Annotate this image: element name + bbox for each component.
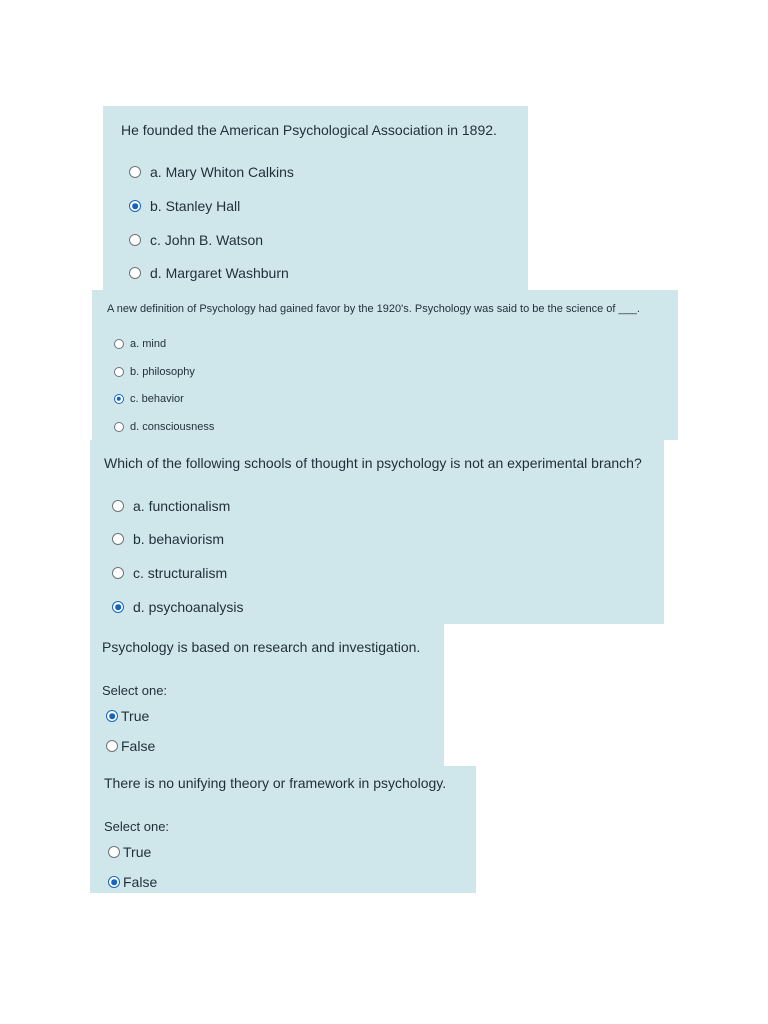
option-label: b. philosophy [130, 366, 195, 378]
option-c[interactable] [114, 393, 184, 405]
radio-icon[interactable] [112, 500, 124, 512]
question-text: Which of the following schools of thought in psychology is not an experimental branch? [104, 455, 642, 471]
radio-icon[interactable] [108, 876, 120, 888]
question-text: A new definition of Psychology had gained favor by the 1920's. Psychology was said to be the science of ___. [107, 303, 640, 315]
option-label: a. Mary Whiton Calkins [150, 164, 294, 180]
question-card-2 [92, 290, 678, 440]
question-card-5 [90, 766, 476, 893]
option-label: b. Stanley Hall [150, 198, 241, 214]
radio-icon[interactable] [112, 533, 124, 545]
select-one-prompt: Select one: [104, 819, 170, 834]
question-card-4 [90, 624, 444, 766]
radio-icon[interactable] [114, 339, 124, 349]
option-b[interactable] [112, 531, 224, 547]
option-d[interactable] [112, 599, 244, 615]
option-a[interactable] [114, 338, 166, 350]
question-text: He founded the American Psychological Association in 1892. [121, 122, 497, 138]
radio-icon[interactable] [129, 234, 141, 246]
option-label: True [123, 844, 152, 860]
radio-icon[interactable] [108, 846, 120, 858]
option-label: c. structuralism [133, 565, 228, 581]
radio-icon[interactable] [129, 166, 141, 178]
option-true[interactable] [106, 708, 149, 724]
option-label: False [123, 874, 158, 890]
radio-icon[interactable] [114, 394, 124, 404]
option-label: True [121, 708, 150, 724]
question-text: Psychology is based on research and investigation. [102, 639, 421, 655]
option-label: False [121, 738, 156, 754]
radio-icon[interactable] [114, 422, 124, 432]
option-true[interactable] [108, 844, 151, 860]
radio-icon[interactable] [114, 367, 124, 377]
option-a[interactable] [112, 498, 230, 514]
option-d[interactable] [114, 421, 214, 433]
radio-icon[interactable] [129, 267, 141, 279]
option-label: d. consciousness [130, 421, 215, 433]
option-d[interactable] [129, 265, 289, 281]
option-false[interactable] [106, 738, 155, 754]
option-label: a. mind [130, 338, 167, 350]
option-label: c. John B. Watson [150, 232, 264, 248]
radio-icon[interactable] [106, 740, 118, 752]
option-label: c. behavior [130, 393, 184, 405]
option-false[interactable] [108, 874, 157, 890]
radio-icon[interactable] [112, 567, 124, 579]
option-c[interactable] [129, 232, 263, 248]
radio-icon[interactable] [129, 200, 141, 212]
option-a[interactable] [129, 164, 294, 180]
radio-icon[interactable] [106, 710, 118, 722]
option-label: d. psychoanalysis [133, 599, 244, 615]
question-card-1 [103, 106, 528, 290]
question-card-3 [90, 440, 664, 624]
option-label: b. behaviorism [133, 531, 225, 547]
radio-icon[interactable] [112, 601, 124, 613]
option-b[interactable] [114, 366, 195, 378]
option-label: d. Margaret Washburn [150, 265, 289, 281]
question-text: There is no unifying theory or framework in psychology. [104, 775, 447, 791]
option-label: a. functionalism [133, 498, 231, 514]
option-b[interactable] [129, 198, 240, 214]
select-one-prompt: Select one: [102, 683, 168, 698]
option-c[interactable] [112, 565, 227, 581]
